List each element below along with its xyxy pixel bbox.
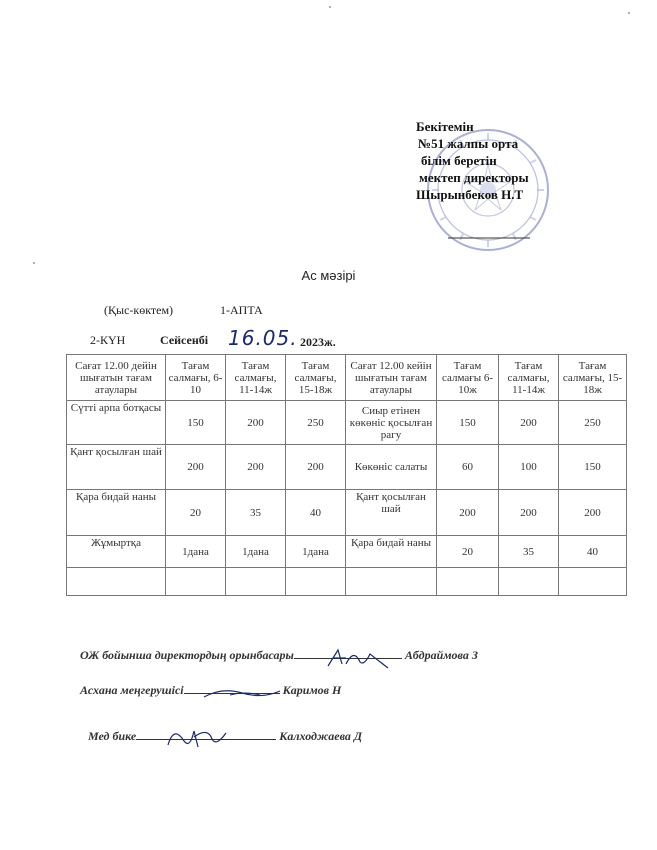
handwritten-signature (324, 644, 394, 672)
table-cell: 200 (226, 401, 286, 445)
table-cell: 35 (499, 536, 559, 568)
table-cell (437, 568, 499, 596)
table-cell (226, 568, 286, 596)
nurse-signature-line (88, 729, 362, 744)
column-header: Сағат 12.00 дейін шығатын тағам атаулары (67, 355, 166, 401)
column-header: Сағат 12.00 кейін шығатын тағам атаулары (346, 355, 437, 401)
table-cell: 20 (437, 536, 499, 568)
table-row (67, 401, 627, 445)
table-cell (67, 568, 166, 596)
handwritten-date: 16.05. (228, 326, 298, 350)
table-cell: 200 (559, 490, 627, 536)
column-header: Тағам салмағы, 11-14ж (226, 355, 286, 401)
approval-line: мектеп директоры (419, 170, 529, 185)
table-cell: Сүтті арпа ботқасы (67, 401, 166, 445)
table-cell: Қант қосылған шай (67, 445, 166, 490)
menu-table (66, 354, 627, 596)
weekday-label: Сейсенбі (160, 333, 209, 347)
approval-line: №51 жалпы орта (418, 136, 519, 151)
season-label: (Қыс-көктем) (104, 303, 174, 317)
table-cell (166, 568, 226, 596)
table-cell (559, 568, 627, 596)
table-row (67, 445, 627, 490)
signature-underline (136, 739, 276, 740)
table-cell: 150 (437, 401, 499, 445)
column-header: Тағам салмағы, 15-18ж (286, 355, 346, 401)
table-cell: 20 (166, 490, 226, 536)
handwritten-signature (202, 683, 282, 703)
table-cell: 40 (286, 490, 346, 536)
approval-line: білім беретін (421, 153, 497, 168)
approval-line: Бекітемін (416, 119, 474, 134)
deputy-title: ОЖ бойынша директордың орынбасары (80, 648, 294, 662)
column-header: Тағам салмағы 6-10ж (437, 355, 499, 401)
table-cell: 200 (286, 445, 346, 490)
canteen-signature-line (80, 683, 341, 698)
table-cell: 200 (437, 490, 499, 536)
page-title: Ас мәзірі (301, 268, 356, 283)
deputy-name: Абдраймова З (404, 648, 478, 662)
table-cell: Қара бидай наны (346, 536, 437, 568)
table-cell: 1дана (166, 536, 226, 568)
scan-dot (33, 262, 35, 264)
table-cell: 200 (499, 490, 559, 536)
table-cell: 40 (559, 536, 627, 568)
handwritten-signature (164, 723, 234, 751)
scan-dot (329, 6, 331, 8)
table-cell: 35 (226, 490, 286, 536)
column-header: Тағам салмағы, 11-14ж (499, 355, 559, 401)
approval-block (416, 118, 529, 203)
table-cell: Көкөніс салаты (346, 445, 437, 490)
day-label: 2-КҮН (90, 333, 126, 347)
column-header: Тағам салмағы, 15-18ж (559, 355, 627, 401)
table-cell: 150 (166, 401, 226, 445)
deputy-signature-line (80, 648, 478, 663)
table-cell (499, 568, 559, 596)
table-row (67, 490, 627, 536)
table-cell: Қант қосылған шай (346, 490, 437, 536)
table-cell: 150 (559, 445, 627, 490)
nurse-title: Мед бике (88, 729, 137, 743)
canteen-title: Асхана меңгерушісі (80, 683, 184, 697)
column-header: Тағам салмағы, 6-10 (166, 355, 226, 401)
table-header-row (67, 355, 627, 401)
approval-line: Шырынбеков Н.Т (416, 187, 524, 202)
table-cell (346, 568, 437, 596)
table-cell: 250 (286, 401, 346, 445)
year-label: 2023ж. (300, 335, 336, 349)
table-cell: 200 (226, 445, 286, 490)
table-cell: 250 (559, 401, 627, 445)
table-cell (286, 568, 346, 596)
table-cell: 100 (499, 445, 559, 490)
table-row (67, 536, 627, 568)
scan-dot (628, 12, 630, 14)
signature-underline (294, 658, 402, 659)
table-row (67, 568, 627, 596)
table-cell: 1дана (286, 536, 346, 568)
nurse-name: Калходжаева Д (279, 729, 363, 743)
signature-underline (184, 693, 280, 694)
table-cell: 60 (437, 445, 499, 490)
table-cell: 1дана (226, 536, 286, 568)
canteen-name: Каримов Н (282, 683, 342, 697)
table-cell: Сиыр етінен көкөніс қосылған рагу (346, 401, 437, 445)
table-cell: 200 (166, 445, 226, 490)
week-label: 1-АПТА (220, 303, 263, 317)
table-cell: Жұмыртқа (67, 536, 166, 568)
table-cell: Қара бидай наны (67, 490, 166, 536)
table-cell: 200 (499, 401, 559, 445)
